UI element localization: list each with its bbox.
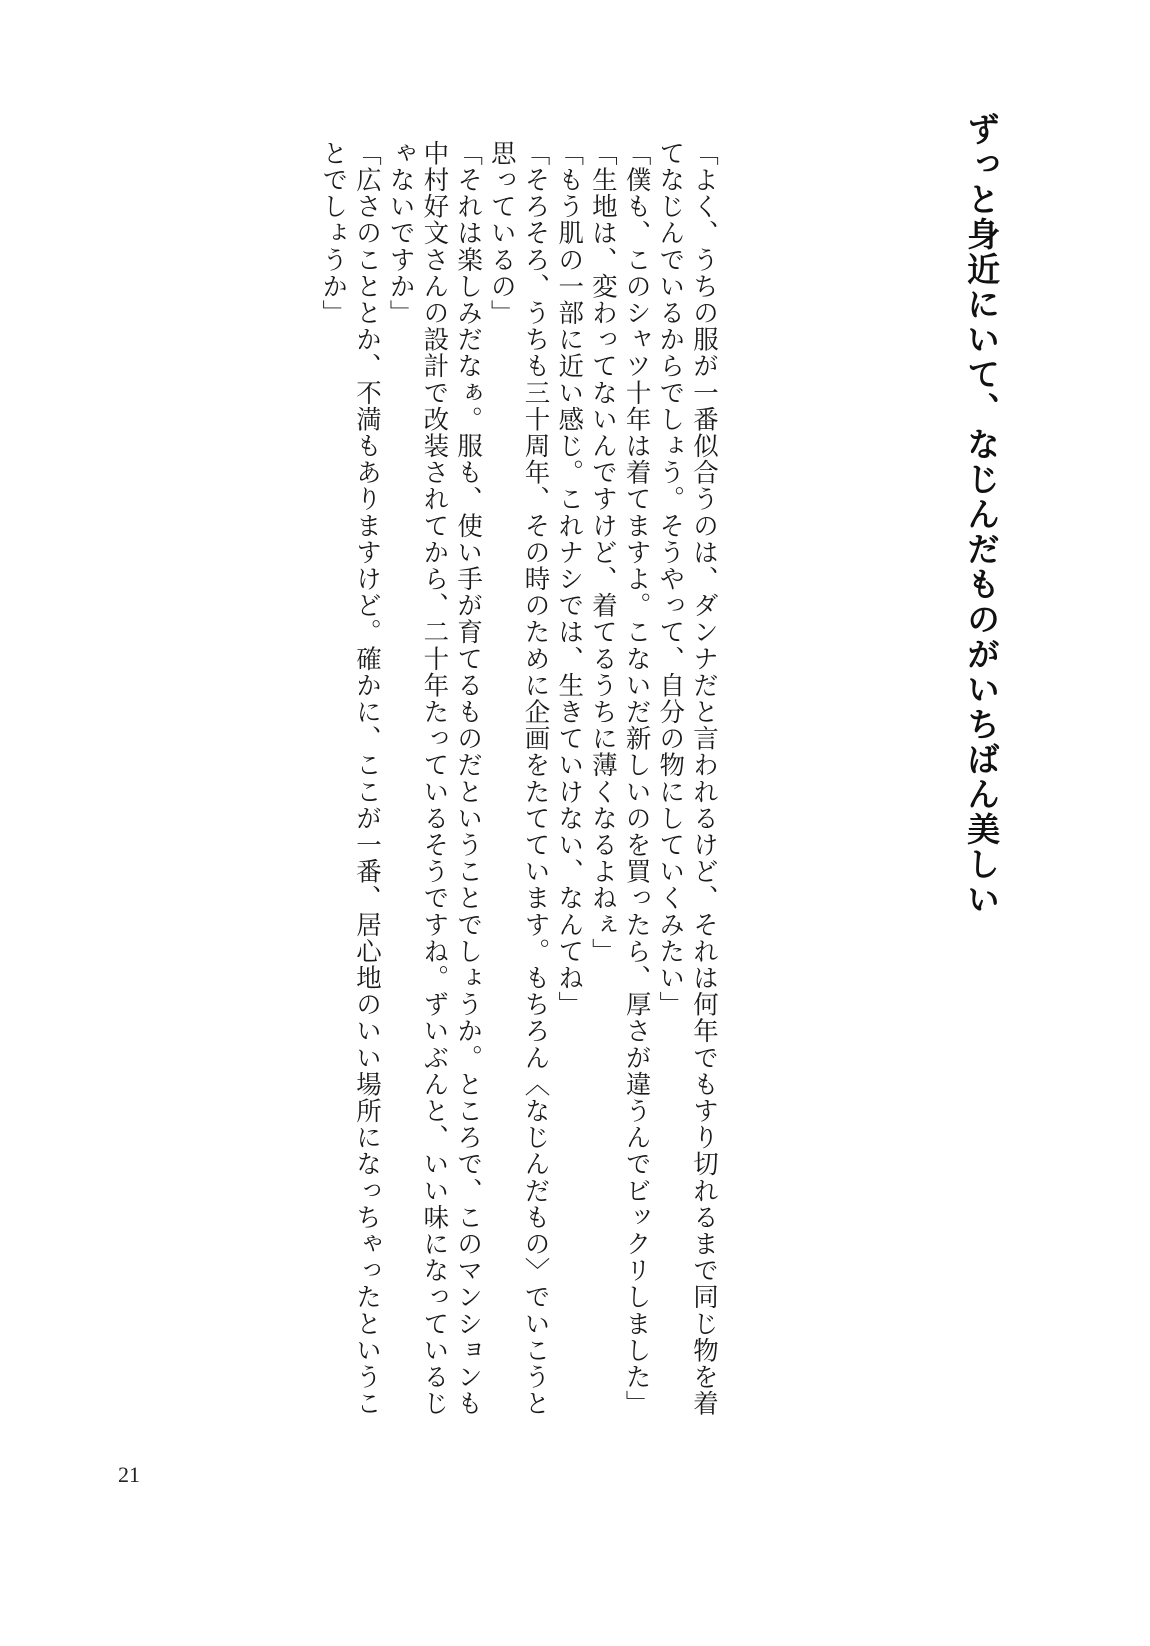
text-line: 「そろそろ、うちも三十周年、その時のために企画をたてています。もちろん〈なじんだもの〉でいこうと — [520, 140, 551, 1417]
text-line: 中村好文さんの設計で改装されてから、二十年たっているそうですね。ずいぶんと、いい味になっているじ — [419, 140, 450, 1417]
text-line: 「もう肌の一部に近い感じ。これナシでは、生きていけない、なんてね」 — [554, 140, 585, 1018]
text-line: とでしょうか」 — [318, 140, 349, 327]
text-line: 「よく、うちの服が一番似合うのは、ダンナだと言われるけど、それは何年でもすり切れるまで同じ物を着 — [689, 140, 719, 1417]
text-line: 「広さのこととか、不満もありますけど。確かに、ここが一番、居心地のいい場所になっちゃったというこ — [351, 140, 382, 1417]
text-line: 「生地は、変わってないんですけど、着てるうちに薄くなるよねぇ」 — [587, 140, 618, 965]
text-line: てなじんでいるからでしょう。そうやって、自分の物にしていくみたい」 — [655, 140, 686, 1018]
text-line: ゃないですか」 — [385, 140, 416, 327]
text-line: 「僕も、このシャツ十年は着てますよ。こないだ新しいのを買ったら、厚さが違うんでビックリしました」 — [621, 140, 652, 1417]
text-line: 「それは楽しみだなぁ。服も、使い手が育てるものだということでしょうか。ところで、このマンションも — [453, 140, 484, 1417]
text-line: 思っているの」 — [486, 140, 517, 327]
page-title: ずっと身近にいて、なじんだものがいちばん美しい — [962, 112, 1002, 917]
body-text — [316, 140, 720, 1417]
page-number: 21 — [118, 1462, 140, 1487]
